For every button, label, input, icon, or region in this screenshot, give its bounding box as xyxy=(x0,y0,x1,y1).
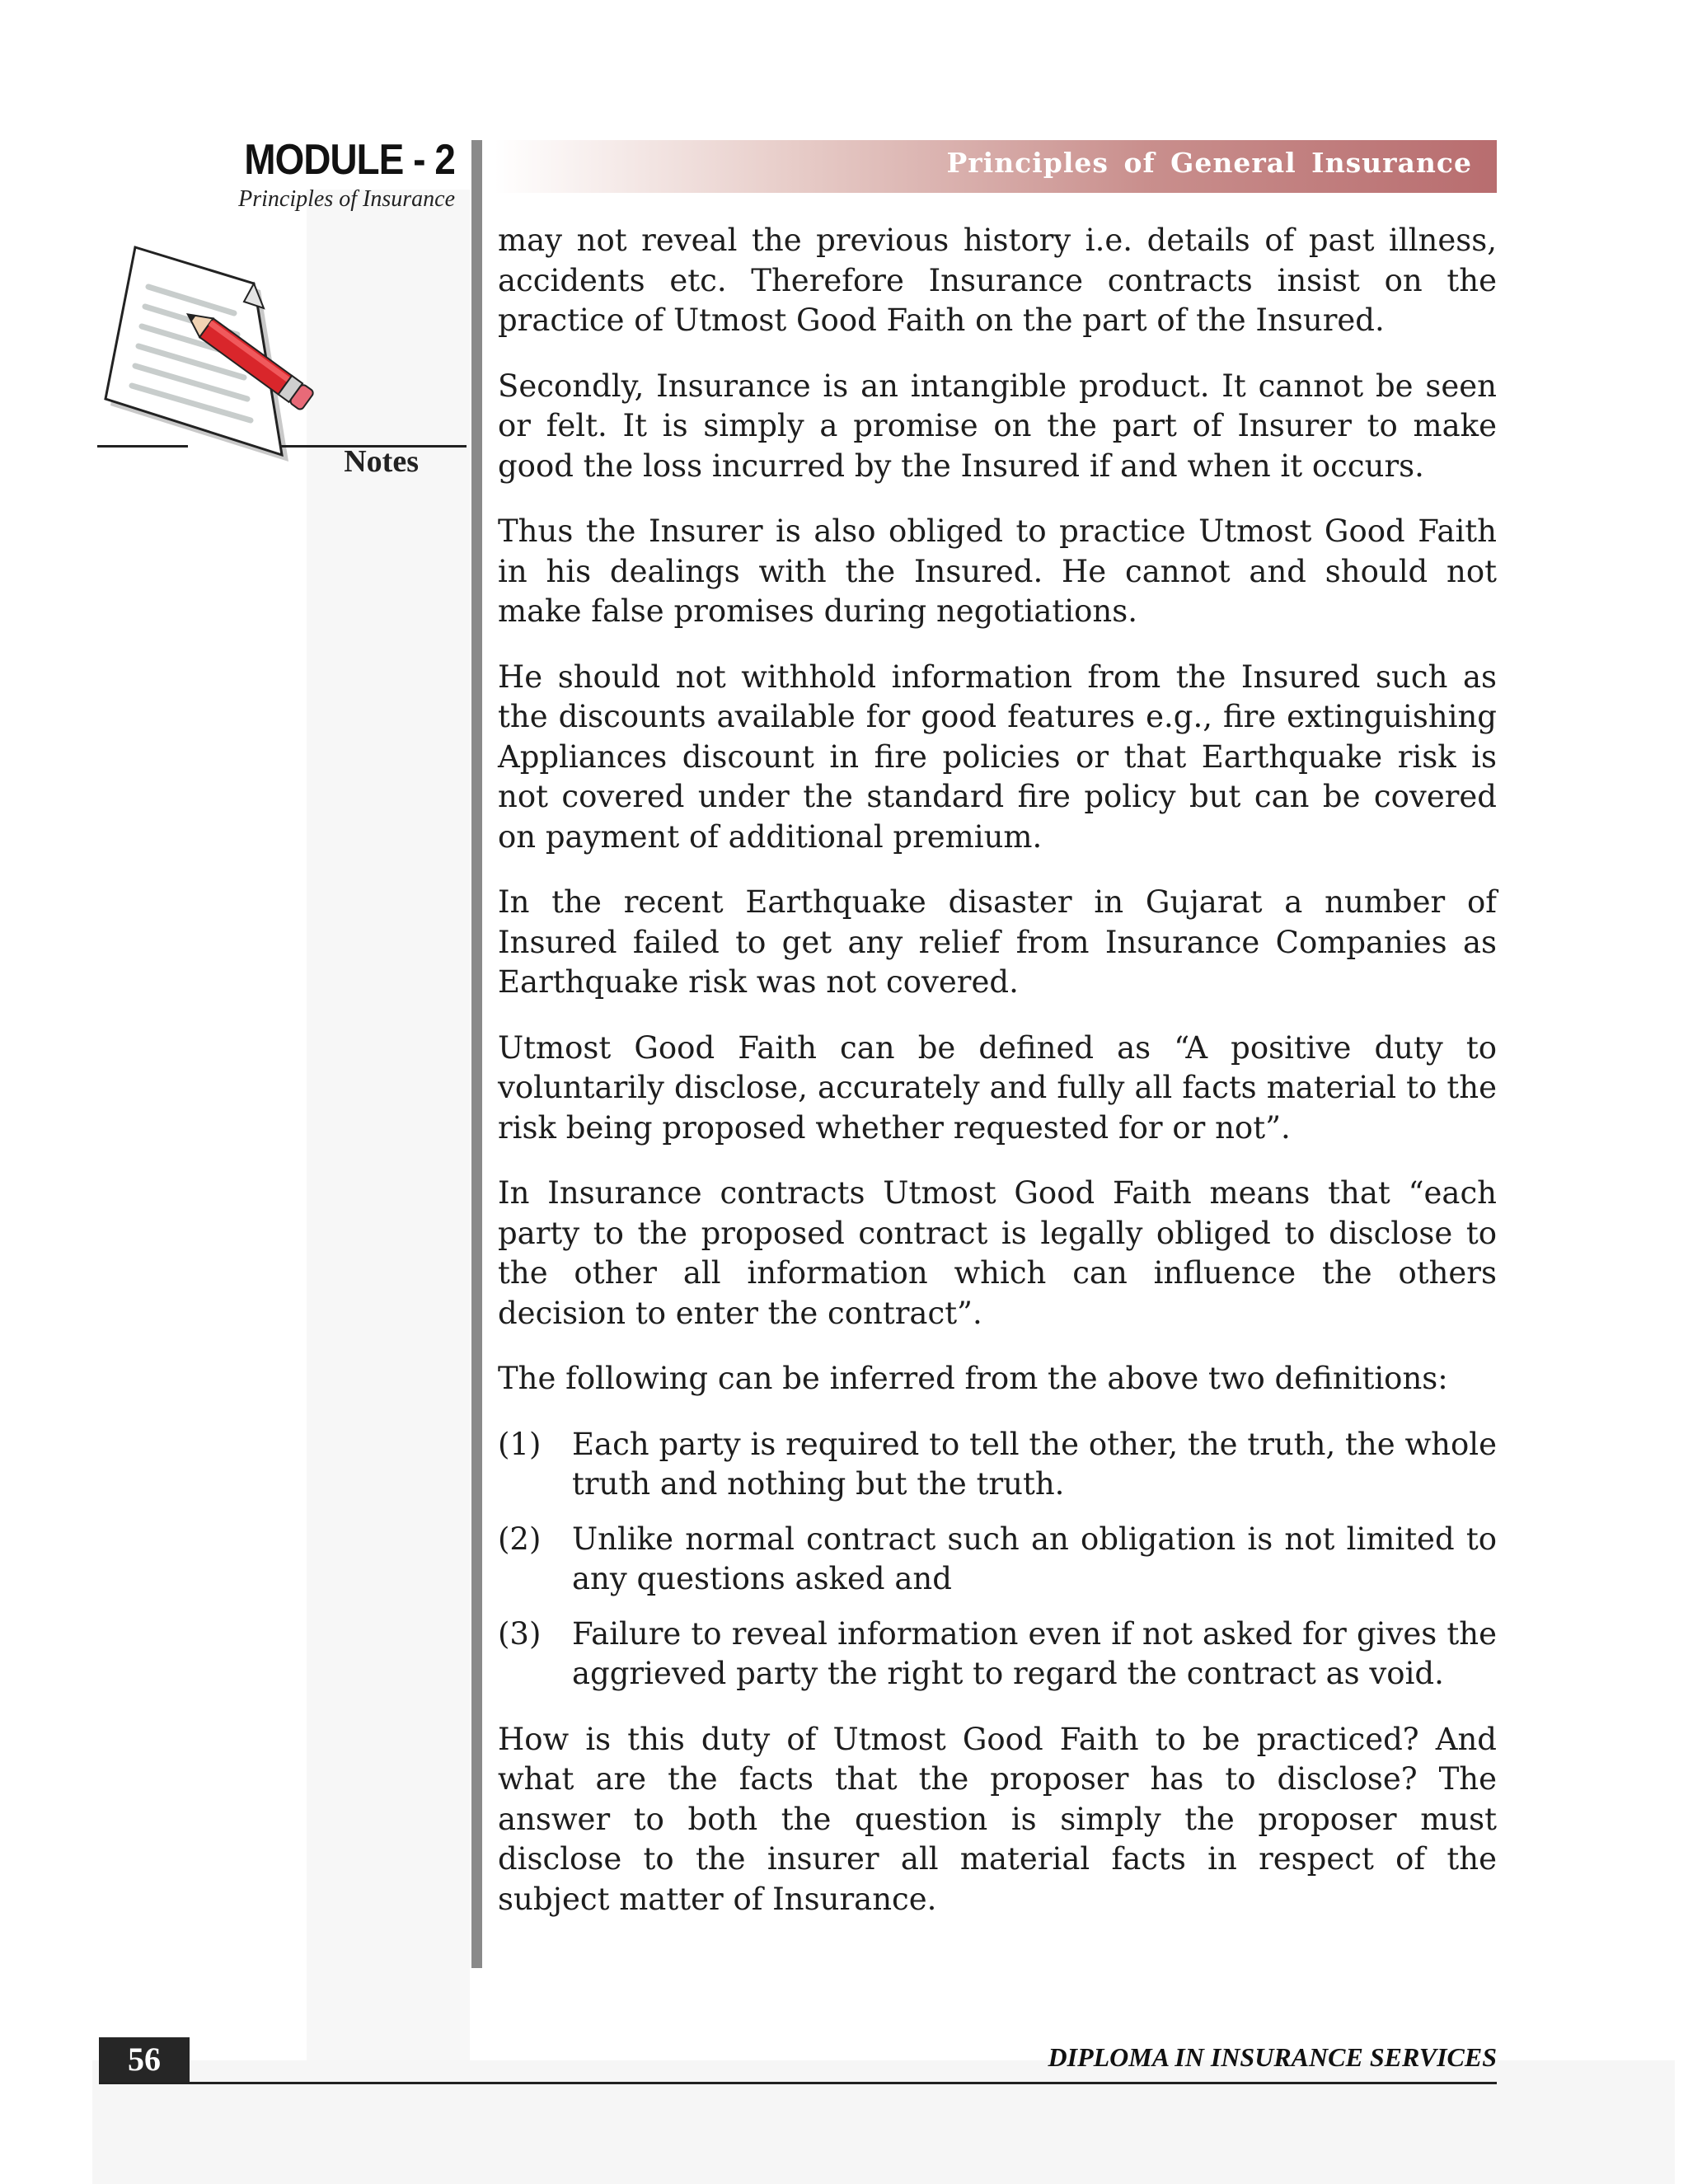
margin-bar xyxy=(471,140,482,1968)
bottom-shade xyxy=(92,2060,1675,2184)
footer-rule xyxy=(99,2082,1497,2084)
module-title: MODULE - 2 xyxy=(244,136,455,184)
list-number: (3) xyxy=(498,1615,542,1652)
course-title: DIPLOMA IN INSURANCE SERVICES xyxy=(1048,2042,1497,2072)
paragraph: Secondly, Insurance is an intangible product. It cannot be seen or felt. It is simply a promise on the part of Insurer to make good the loss incurred by the Insured if and when it occurs. xyxy=(498,368,1497,484)
running-header xyxy=(495,140,1497,193)
list-item xyxy=(498,1615,1497,1694)
paragraph: Utmost Good Faith can be defined as “A positive duty to voluntarily disclose, accurately and fully all facts material to the risk being proposed whether requested for or not”. xyxy=(498,1029,1497,1146)
closing-paragraph: How is this duty of Utmost Good Faith to be practiced? And what are the facts that the proposer has to disclose? The answer to both the question is simply the proposer must disclose to the insurer all material facts in respect of the subject matter of Insurance. xyxy=(498,1721,1497,1917)
paragraph: Thus the Insurer is also obliged to practice Utmost Good Faith in his dealings with the Insured. He cannot and should not make false promises during negotiations. xyxy=(498,513,1497,629)
list-number: (2) xyxy=(498,1521,542,1557)
main-content xyxy=(498,221,1497,1945)
notes-rule-left xyxy=(97,445,188,448)
list-text: Each party is required to tell the other, the truth, the whole truth and nothing but the truth. xyxy=(572,1426,1497,1502)
list-item xyxy=(498,1520,1497,1600)
running-header-title: Principles of General Insurance xyxy=(946,147,1472,179)
paragraph: may not reveal the previous history i.e. details of past illness, accidents etc. Therefore Insurance contracts insist on the practice of Utmost Good Faith on the part of the Insured. xyxy=(498,223,1497,338)
notes-label: Notes xyxy=(344,444,419,479)
list-number: (1) xyxy=(498,1426,542,1462)
list-text: Failure to reveal information even if not asked for gives the aggrieved party the right to regard the contract as void. xyxy=(572,1615,1497,1691)
paragraph: He should not withhold information from the Insured such as the discounts available for good features e.g., fire extinguishing Appliances discount in fire policies or that Earthquake risk is not covered under the standard fire policy but can be covered on payment of additional premium. xyxy=(498,658,1497,855)
page-number: 56 xyxy=(99,2037,190,2082)
paragraph: In the recent Earthquake disaster in Gujarat a number of Insured failed to get any relief from Insurance Companies as Earthquake risk was not covered. xyxy=(498,884,1497,1000)
paragraph: The following can be inferred from the above two definitions: xyxy=(498,1361,1448,1396)
paragraph: In Insurance contracts Utmost Good Faith means that “each party to the proposed contract is legally obliged to disclose to the other all information which can influence the others decision to enter the contract”. xyxy=(498,1175,1497,1331)
module-subtitle: Principles of Insurance xyxy=(238,186,455,212)
list-text: Unlike normal contract such an obligation is not limited to any questions asked and xyxy=(572,1521,1497,1596)
list-item xyxy=(498,1425,1497,1505)
